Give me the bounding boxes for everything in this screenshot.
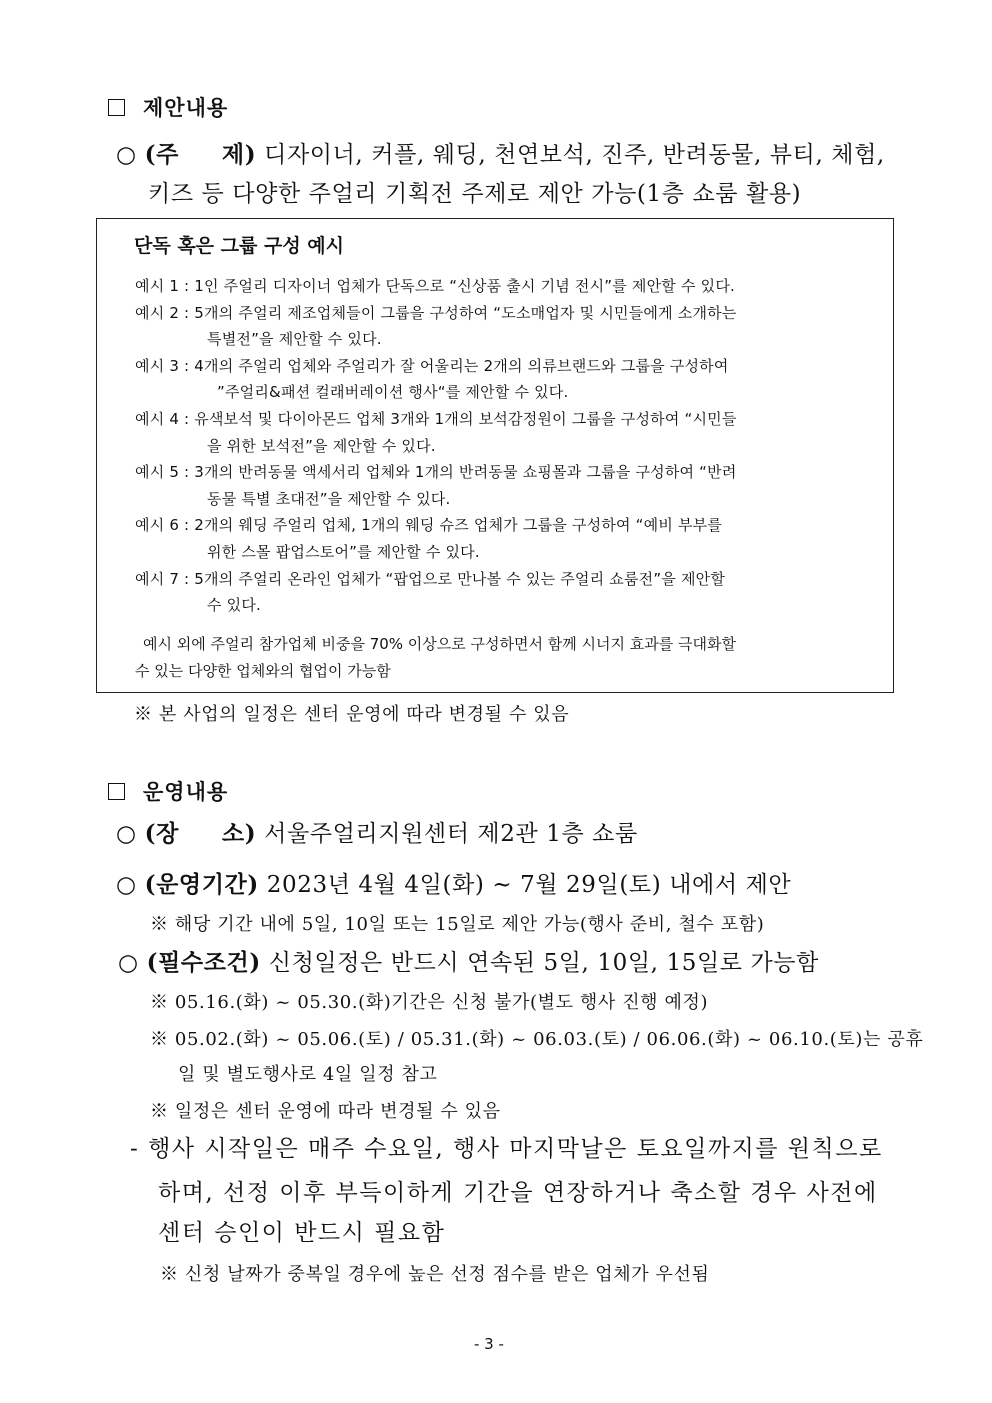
- example-line: 예시 4 : 유색보석 및 다이아몬드 업체 3개와 1개의 보석감정원이 그룹을 구성하여 “시민들: [135, 410, 737, 428]
- dash-line-3: 센터 승인이 반드시 필요함: [158, 1220, 446, 1246]
- theme-bullet: [116, 136, 885, 169]
- section-title-proposal: [108, 92, 228, 122]
- dash-note: ※ 신청 날짜가 중복일 경우에 높은 선정 점수를 받은 업체가 우선됨: [160, 1264, 710, 1285]
- theme-label: (주 제): [144, 141, 257, 168]
- example-line: 수 있다.: [207, 596, 262, 614]
- period-label: (운영기간): [144, 871, 259, 898]
- required-note-2-line2: 일 및 별도행사로 4일 일정 참고: [178, 1064, 438, 1085]
- section-title-operation: [108, 776, 228, 806]
- required-label: (필수조건): [146, 949, 261, 976]
- dash-line-1: - 행사 시작일은 매주 수요일, 행사 마지막날은 토요일까지를 원칙으로: [130, 1136, 883, 1162]
- example-line: 예시 2 : 5개의 주얼리 제조업체들이 그룹을 구성하여 “도소매업자 및 시민들에게 소개하는: [135, 304, 737, 322]
- example-footer-line1: 예시 외에 주얼리 참가업체 비중을 70% 이상으로 구성하면서 함께 시너지 효과를 극대화할: [143, 635, 736, 653]
- required-text: 신청일정은 반드시 연속된 5일, 10일, 15일로 가능함: [268, 950, 819, 976]
- period-note: ※ 해당 기간 내에 5일, 10일 또는 15일로 제안 가능(행사 준비, 철수 포함): [150, 914, 765, 935]
- section-title-text: 제안내용: [143, 95, 229, 120]
- example-line: 예시 6 : 2개의 웨딩 주얼리 업체, 1개의 웨딩 슈즈 업체가 그룹을 구성하여 “예비 부부를: [135, 516, 723, 534]
- example-line: 위한 스몰 팝업스토어”를 제안할 수 있다.: [207, 543, 480, 561]
- period-bullet: [116, 866, 791, 899]
- example-line: 예시 7 : 5개의 주얼리 온라인 업체가 “팝업으로 만나볼 수 있는 주얼리 쇼룸전”을 제안할: [135, 570, 726, 588]
- checkbox-square-icon: [108, 99, 125, 116]
- circle-bullet-icon: ○: [116, 872, 145, 898]
- place-bullet: [116, 815, 638, 848]
- page-number: - 3 -: [474, 1335, 504, 1353]
- example-box: [96, 218, 894, 693]
- example-footer-line2: 수 있는 다양한 업체와의 협업이 가능함: [135, 662, 391, 680]
- theme-text-line2: 키즈 등 다양한 주얼리 기획전 주제로 제안 가능(1층 쇼룸 활용): [148, 181, 802, 207]
- example-line: 을 위한 보석전”을 제안할 수 있다.: [207, 437, 436, 455]
- checkbox-square-icon: [108, 783, 125, 800]
- example-line: 특별전”을 제안할 수 있다.: [207, 330, 382, 348]
- place-label: (장 소): [144, 820, 257, 847]
- dash-line-2: 하며, 선정 이후 부득이하게 기간을 연장하거나 축소할 경우 사전에: [158, 1180, 878, 1206]
- required-note-2-line1: ※ 05.02.(화) ~ 05.06.(토) / 05.31.(화) ~ 06.03.(토) / 06.06.(화) ~ 06.10.(토)는 공휴: [150, 1029, 924, 1050]
- required-note-1: ※ 05.16.(화) ~ 05.30.(화)기간은 신청 불가(별도 행사 진행 예정): [150, 992, 709, 1013]
- example-line: 동물 특별 초대전”을 제안할 수 있다.: [207, 490, 451, 508]
- circle-bullet-icon: ○: [118, 950, 147, 976]
- required-note-3: ※ 일정은 센터 운영에 따라 변경될 수 있음: [150, 1101, 501, 1122]
- required-bullet: [118, 944, 819, 977]
- circle-bullet-icon: ○: [116, 821, 145, 847]
- theme-text-line1: 디자이너, 커플, 웨딩, 천연보석, 진주, 반려동물, 뷰티, 체험,: [264, 142, 885, 168]
- schedule-change-note: ※ 본 사업의 일정은 센터 운영에 따라 변경될 수 있음: [134, 704, 570, 725]
- place-text: 서울주얼리지원센터 제2관 1층 쇼룸: [264, 821, 638, 847]
- section-title-text: 운영내용: [143, 779, 229, 804]
- example-box-title: 단독 혹은 그룹 구성 예시: [134, 235, 344, 257]
- example-line: ”주얼리&패션 컬래버레이션 행사“를 제안할 수 있다.: [217, 383, 569, 401]
- example-line: 예시 3 : 4개의 주얼리 업체와 주얼리가 잘 어울리는 2개의 의류브랜드와 그룹을 구성하여: [135, 357, 729, 375]
- circle-bullet-icon: ○: [116, 142, 145, 168]
- example-line: 예시 5 : 3개의 반려동물 액세서리 업체와 1개의 반려동물 쇼핑몰과 그룹을 구성하여 “반려: [135, 463, 737, 481]
- example-line: 예시 1 : 1인 주얼리 디자이너 업체가 단독으로 “신상품 출시 기념 전시”를 제안할 수 있다.: [135, 277, 735, 295]
- period-text: 2023년 4월 4일(화) ~ 7월 29일(토) 내에서 제안: [266, 872, 792, 898]
